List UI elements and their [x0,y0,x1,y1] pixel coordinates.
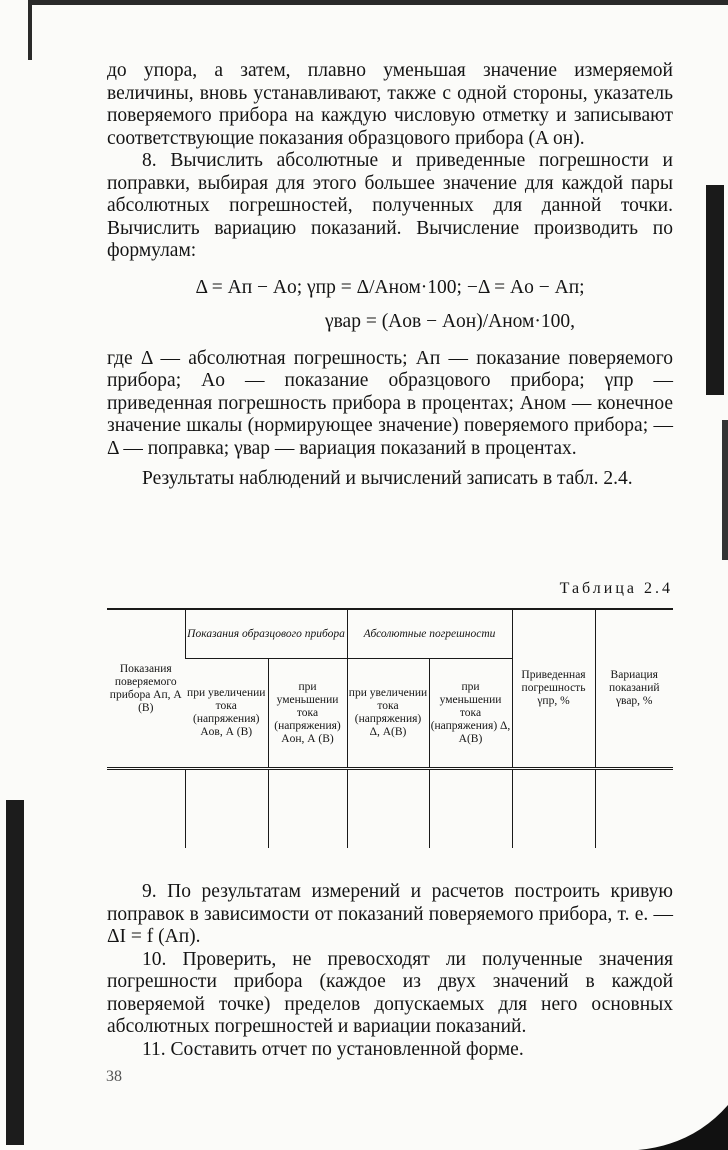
formula: Δ = Aп − Aо; γпр = Δ/Aном·100; −Δ = Aо − Aп; [195,276,585,298]
text-block-top [107,60,673,491]
table-cell [512,769,595,849]
scan-edge [6,800,24,1145]
paragraph: 10. Проверить, не превосходят ли полученные значения погрешности прибора (каждое из двух значений в каждой поверяемой точке) пределов допускаемых для него основных абсолютных погрешностей и вариации показаний. [107,948,673,1037]
paragraph: 9. По результатам измерений и расчетов построить кривую поправок в зависимости от показаний поверяемого прибора, т. е. —ΔI = f (Aп). [107,881,673,947]
col-header-readings: Показания поверяемого прибора Aп, А (В) [107,609,185,769]
col-header-decrease-ref: при уменьшении тока (напряжения) Aон, А (В) [268,659,347,769]
text-block-bottom [107,881,673,1061]
table-cell [429,769,512,849]
table-caption: Таблица 2.4 [559,580,673,597]
col-group-abs-errors: Абсолютные погрешности [347,609,512,659]
formula: γвар = (Aов − Aон)/Aном·100, [324,311,576,332]
table-cell [107,769,185,849]
col-header-increase-ref: при увеличении тока (напряжения) Aов, А (В) [185,659,268,769]
page-curl [638,1105,728,1150]
paragraph: где Δ — абсолютная погрешность; Aп — показание поверяемого прибора; Aо — показание образцового прибора; γпр — приведенная погрешность прибора в процентах; Aном — конечное значение шкалы (нормирующее значение) поверяемого прибора; —Δ — поправка; γвар — вариация показаний в процентах. [107,347,673,459]
table-cell [268,769,347,849]
paragraph: Результаты наблюдений и вычислений записать в табл. 2.4. [142,468,633,489]
col-group-reference: Показания образцового прибора [185,609,347,659]
page-number: 38 [106,1068,122,1085]
table-cell [595,769,673,849]
paragraph: до упора, а затем, плавно уменьшая значение измеряемой величины, вновь устанавливают, также с одной стороны, указатель поверяемого прибора на каждую числовую отметку и записывают соответствующие показания образцового прибора (A он). [107,60,673,149]
table-cell [347,769,429,849]
paragraph: 8. Вычислить абсолютные и приведенные погрешности и поправки, выбирая для этого большее значение для каждой пары абсолютных погрешностей, полученных для данной точки. Вычислить вариацию показаний. Вычисление производить по формулам: [107,150,673,261]
col-header-decrease-err: при уменьшении тока (напряжения) Δ, А(В) [429,659,512,769]
scan-edge [722,420,728,560]
scan-edge [706,185,724,395]
scan-edge [28,0,728,5]
scan-edge [28,0,32,60]
results-table [107,608,673,848]
col-header-increase-err: при увеличении тока (напряжения) Δ, А(В) [347,659,429,769]
table-cell [185,769,268,849]
col-header-reduced-error: Приведенная погрешность γпр, % [512,609,595,769]
paragraph: 11. Составить отчет по установленной форме. [142,1038,524,1060]
col-header-variation: Вариация показаний γвар, % [595,609,673,769]
